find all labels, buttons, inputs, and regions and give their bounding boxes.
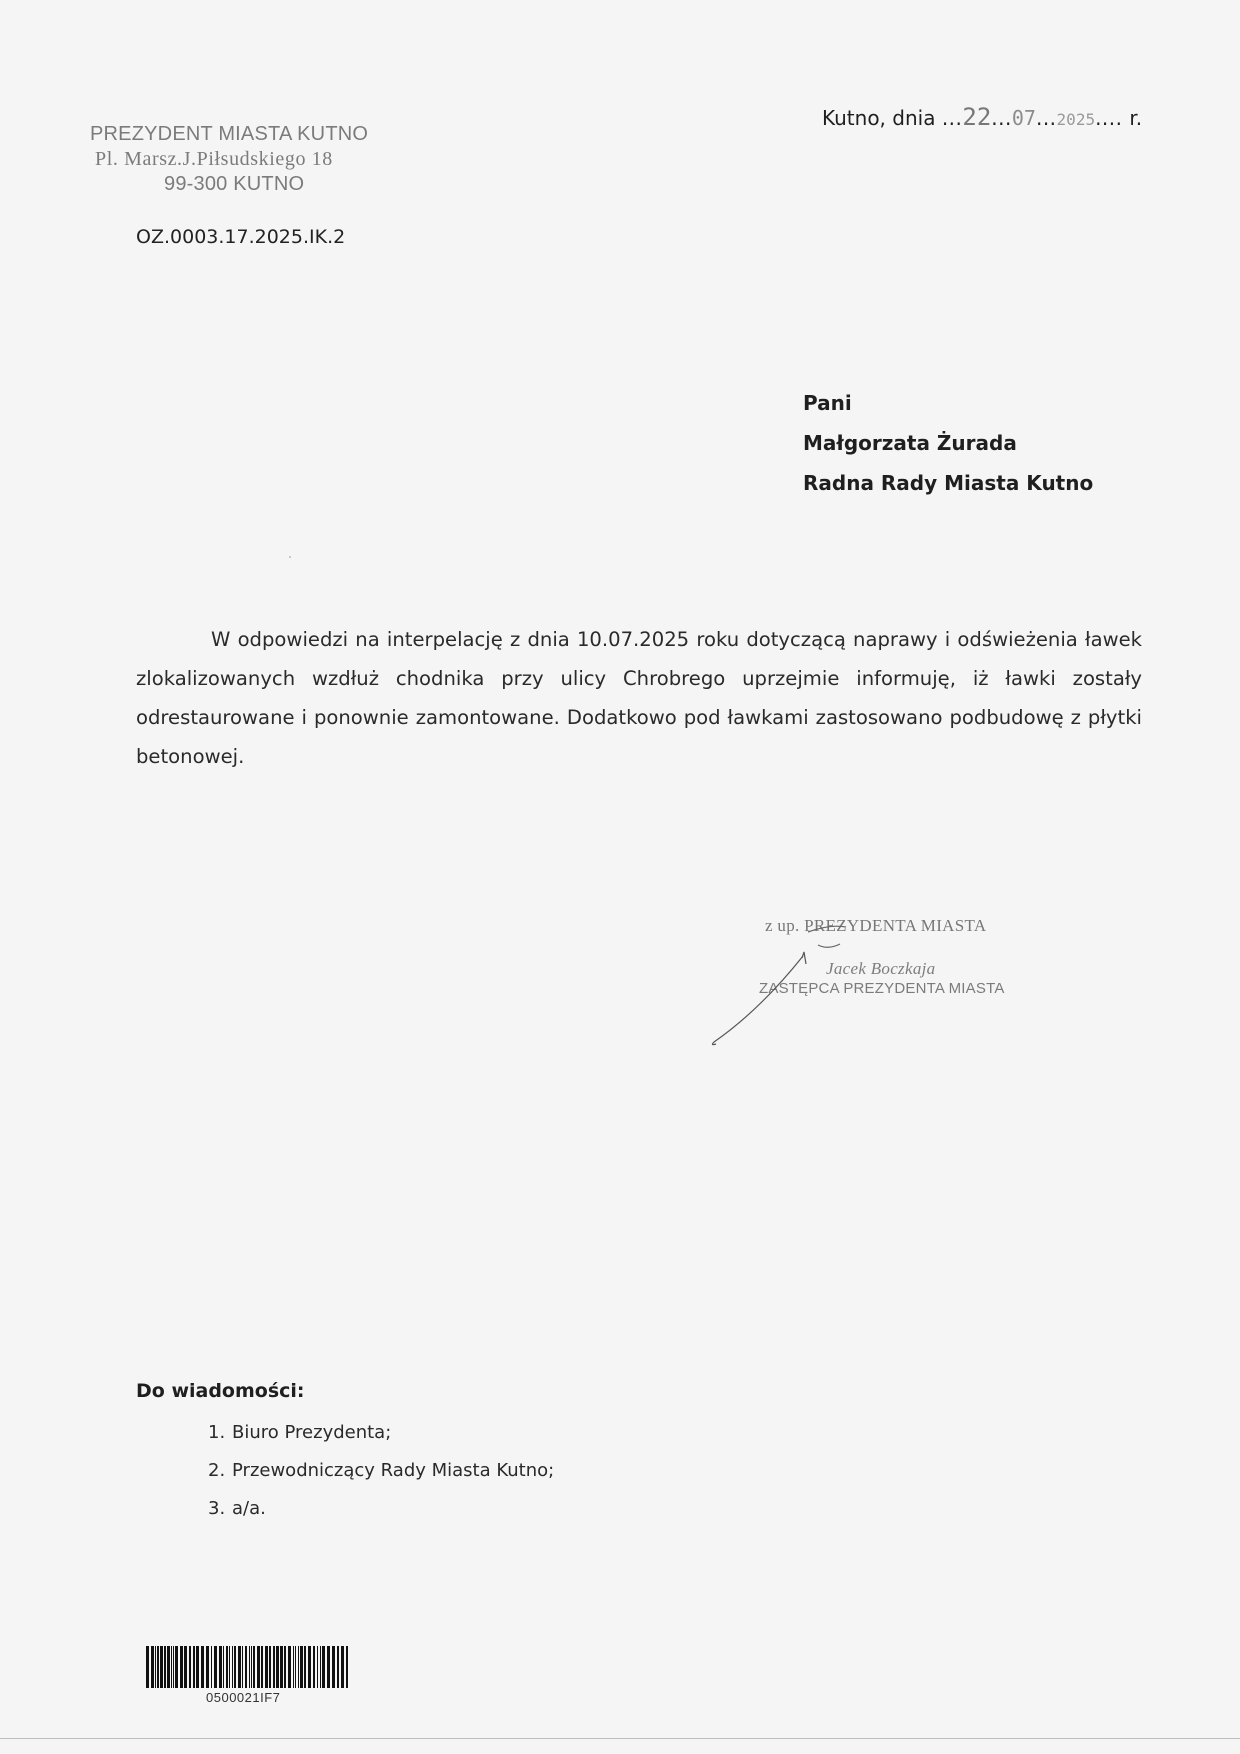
barcode-bar [206, 1646, 209, 1688]
barcode-bar [196, 1646, 199, 1688]
addressee-name: Małgorzata Żurada [803, 431, 1017, 455]
barcode-bar [155, 1646, 156, 1688]
barcode-bar [284, 1646, 286, 1688]
barcode-bar [322, 1646, 325, 1688]
signature-role: ZASTĘPCA PREZYDENTA MIASTA [759, 980, 1005, 997]
barcode-bar [232, 1646, 233, 1688]
barcode-bar [175, 1646, 178, 1688]
barcode-bar [298, 1646, 299, 1688]
barcode-bar [280, 1646, 283, 1688]
barcode-bar [337, 1646, 339, 1688]
date-month: 07 [1011, 106, 1036, 130]
addressee-title: Radna Rady Miasta Kutno [803, 471, 1094, 495]
barcode-bar [273, 1646, 275, 1688]
reference-number: OZ.0003.17.2025.IK.2 [136, 226, 346, 248]
barcode-bar [234, 1646, 236, 1688]
barcode-bar [160, 1646, 163, 1688]
barcode-bar [265, 1646, 268, 1688]
barcode-bar [288, 1646, 291, 1688]
barcode-bar [229, 1646, 230, 1688]
barcode-bar [245, 1646, 247, 1688]
barcode-bar [167, 1646, 170, 1688]
page-bottom-rule [0, 1738, 1240, 1739]
barcode-bar [214, 1646, 217, 1688]
barcode-bar [327, 1646, 330, 1688]
body-text: W odpowiedzi na interpelację z dnia 10.07.2025 roku dotyczącą naprawy i odświeżenia ławek zlokalizowanych wzdłuż chodnika przy ulicy Chrobrego uprzejmie informuję, iż ławki zostały odrestaurowane i ponownie zamontowane. Dodatkowo pod ławkami zastosowano podbudowę z płytki betonowej. [136, 628, 1142, 768]
barcode-bar [189, 1646, 191, 1688]
barcode-bar [201, 1646, 204, 1688]
barcode-bar [346, 1646, 348, 1688]
barcode-bar [269, 1646, 271, 1688]
letter-date: Kutno, dnia ...22...07...2025.... r. [822, 103, 1143, 131]
stamp-city: 99-300 KUTNO [164, 173, 305, 195]
signature-on-behalf: z up. PREZYDENTA MIASTA [765, 916, 987, 935]
barcode-bar [251, 1646, 252, 1688]
barcode-bar [249, 1646, 250, 1688]
signature-name: Jacek Boczkaja [826, 959, 936, 978]
barcode-bar [332, 1646, 335, 1688]
barcode-bar [151, 1646, 154, 1688]
addressee-salutation: Pani [803, 391, 852, 415]
barcode-bar [157, 1646, 159, 1688]
barcode-bar [226, 1646, 228, 1688]
barcode-bar [341, 1646, 344, 1688]
barcode-bar [257, 1646, 260, 1688]
barcode-bar [276, 1646, 279, 1688]
distribution-list [208, 1414, 554, 1528]
barcode-bar [211, 1646, 212, 1688]
distribution-item: 2. Przewodniczący Rady Miasta Kutno; [208, 1460, 555, 1481]
barcode-bar [293, 1646, 294, 1688]
barcode-bar [295, 1646, 296, 1688]
distribution-item: 3. a/a. [208, 1498, 266, 1519]
barcode-bar [238, 1646, 241, 1688]
letter-body [136, 620, 1142, 776]
stamp-street: Pl. Marsz.J.Piłsudskiego 18 [95, 148, 333, 170]
barcode-bar [219, 1646, 222, 1688]
barcode-bar [300, 1646, 303, 1688]
barcode-bar [317, 1646, 318, 1688]
date-prefix: Kutno, dnia [822, 106, 936, 130]
barcode-bar [173, 1646, 174, 1688]
stamp-office: PREZYDENT MIASTA KUTNO [90, 123, 369, 145]
barcode [146, 1646, 350, 1688]
barcode-bar [253, 1646, 255, 1688]
barcode-code: 0500021IF7 [206, 1690, 281, 1705]
addressee-block [803, 383, 1093, 503]
barcode-bar [146, 1646, 149, 1688]
barcode-bar [304, 1646, 306, 1688]
date-suffix: r. [1129, 106, 1143, 130]
date-year: 2025 [1056, 110, 1096, 129]
distribution-title: Do wiadomości: [136, 1380, 305, 1402]
barcode-bar [164, 1646, 166, 1688]
distribution-item: 1. Biuro Prezydenta; [208, 1422, 392, 1443]
scan-speck [289, 556, 291, 558]
barcode-bar [308, 1646, 311, 1688]
barcode-bar [193, 1646, 195, 1688]
barcode-bar [261, 1646, 263, 1688]
date-day: 22 [962, 103, 992, 131]
barcode-bar [223, 1646, 224, 1688]
barcode-bar [184, 1646, 187, 1688]
barcode-bar [180, 1646, 183, 1688]
sender-stamp [90, 122, 410, 197]
barcode-bar [171, 1646, 172, 1688]
barcode-bar [242, 1646, 243, 1688]
barcode-bar [313, 1646, 315, 1688]
barcode-bar [320, 1646, 321, 1688]
